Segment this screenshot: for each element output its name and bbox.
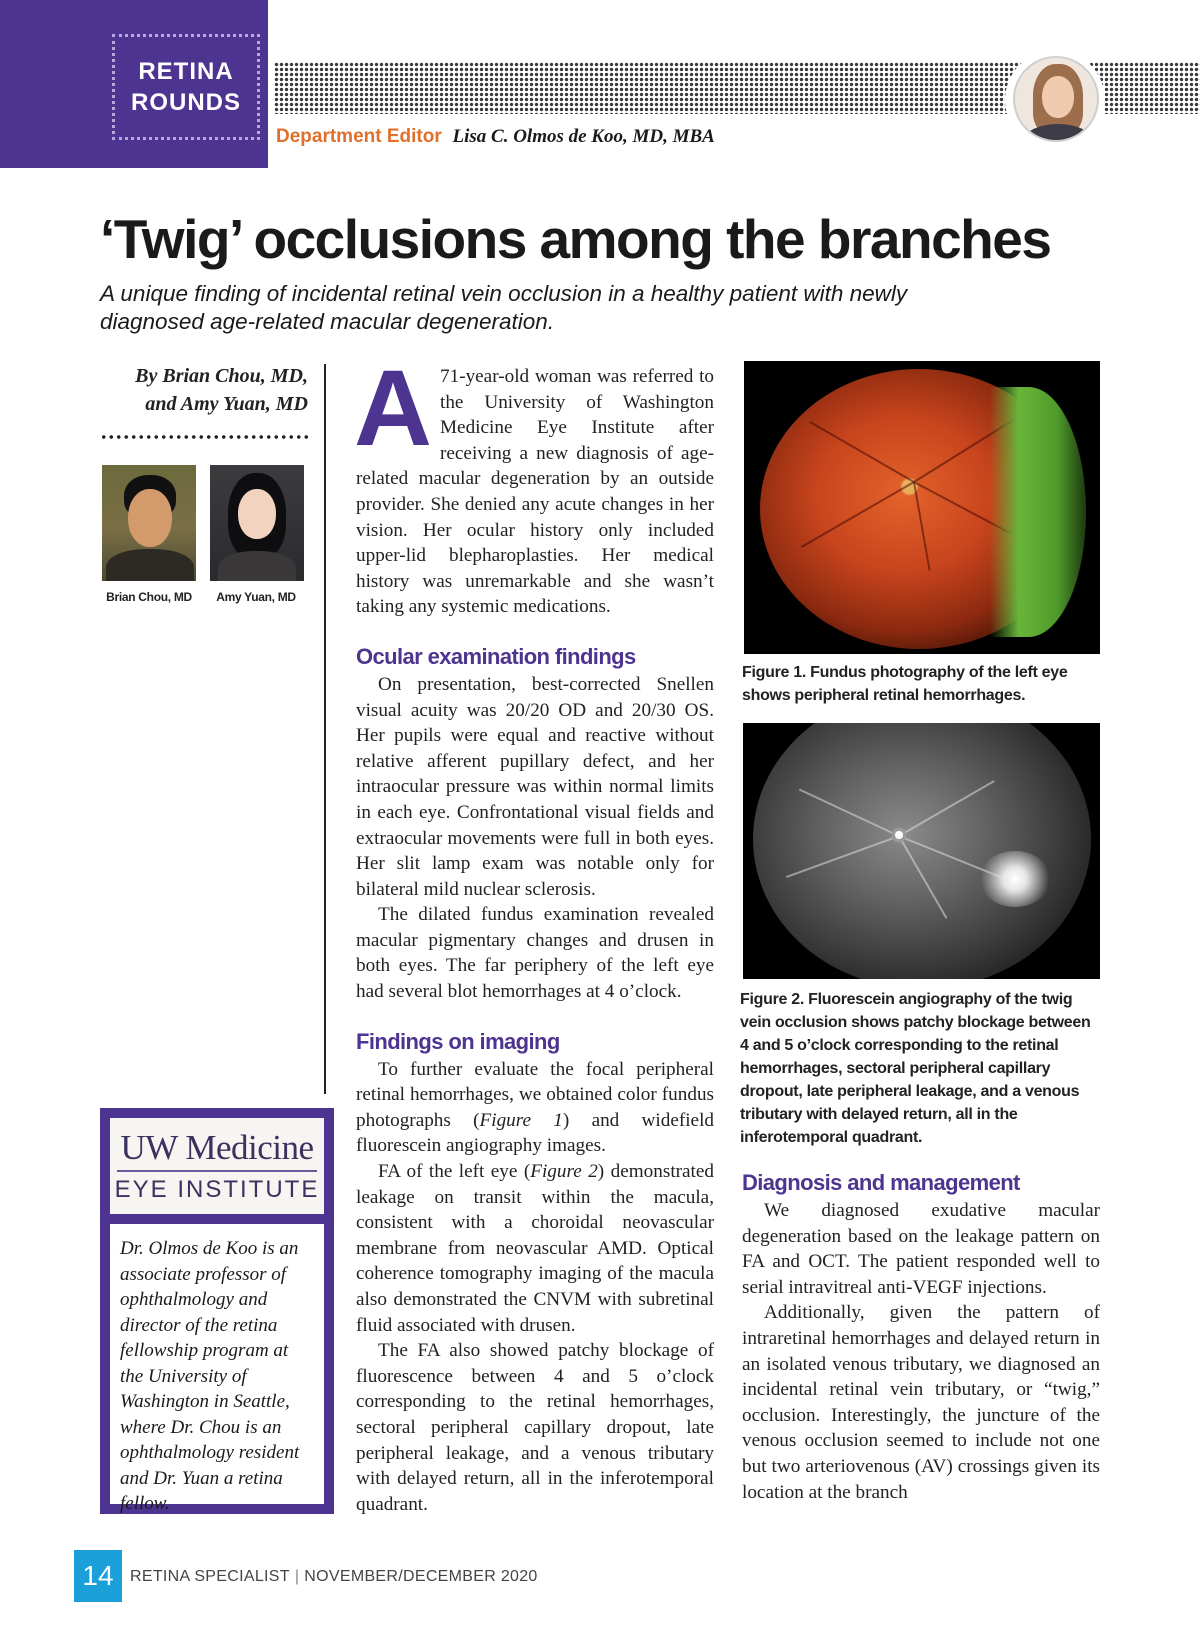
body-paragraph: Additionally, given the pattern of intraretinal hemorrhages and delayed return in an isolated venous tributary, we diagnosed an incidental retinal vein tributary, or “twig,” occlusion. Interestingly, the juncture of the venous occlusion seemed to include not one but two arteriovenous (AV) crossings given its location at the branch (742, 1302, 1100, 1503)
logo-wordmark: UW Medicine (120, 1127, 314, 1167)
section-tag-line2: ROUNDS (130, 89, 241, 116)
body-column-1 (354, 347, 714, 1517)
section-tag-frame (112, 34, 260, 140)
heading-imaging: Findings on imaging (356, 1028, 560, 1054)
footer-publication-line: RETINA SPECIALIST | NOVEMBER/DECEMBER 2020 (130, 1568, 538, 1585)
byline-line2: and Amy Yuan, MD (145, 393, 308, 415)
department-editor-line (276, 126, 715, 148)
figure-1-reference: Figure 1 (479, 1109, 563, 1131)
editor-photo (1013, 56, 1099, 142)
editor-bio-box (100, 1108, 334, 1514)
byline (100, 362, 308, 418)
intro-paragraph (354, 347, 714, 620)
figure-2-angiography (743, 723, 1100, 979)
author-photo-brian-chou (102, 465, 196, 581)
body-paragraph: To further evaluate the focal peripheral retinal hemorrhages, we obtained color fundus photographs (Figure 1) and widefield fluorescein angiography images. (356, 1058, 714, 1157)
page-number: 14 (74, 1550, 122, 1602)
intro-text: 71-year-old woman was referred to the University of Washington Medicine Eye Institute after receiving a new diagnosis of age-related macular degeneration by an outside provider. She denied any acute changes in her vision. Her ocular history only included upper-lid blepharoplasties. Her medical history was unremarkable and she wasn’t taking any systemic medications. (356, 366, 714, 618)
body-paragraph: FA of the left eye (Figure 2) demonstrated leakage on transit within the macula, consistent with a choroidal neovascular membrane from neovascular AMD. Optical coherence tomography imaging of the macula also demonstrated the CNVM with subretinal fluid associated with drusen. (356, 1161, 714, 1336)
sidebar-divider (324, 364, 326, 1094)
author-photo-amy-yuan (210, 465, 304, 581)
body-paragraph: The FA also showed patchy blockage of fluorescence between 4 and 5 o’clock corresponding to the retinal hemorrhages, sectoral peripheral capillary dropout, late peripheral leakage, and a venous tributary with delayed return, all in the inferotemporal quadrant. (356, 1340, 714, 1515)
article-deck: A unique finding of incidental retinal vein occlusion in a healthy patient with newly diagnosed age-related macular degeneration. (100, 281, 908, 334)
publication-name: RETINA SPECIALIST (130, 1568, 290, 1585)
heading-ocular-exam: Ocular examination findings (356, 643, 636, 669)
figure-2-caption: Figure 2. Fluorescein angiography of the twig vein occlusion shows patchy blockage between 4 and 5 o’clock corresponding to the retinal hemorrhages, sectoral peripheral capillary dropout, late peripheral leakage, and a venous tributary with delayed return, all in the inferotemporal quadrant. (740, 991, 1091, 1146)
uw-medicine-logo (110, 1118, 324, 1214)
section-tag-line1: RETINA (138, 58, 234, 85)
logo-divider (117, 1170, 317, 1172)
editor-bio-text: Dr. Olmos de Koo is an associate professor of ophthalmology and director of the retina fellowship program at the University of Washington in Seattle, where Dr. Chou is an ophthalmology resident and Dr. Yuan a retina fellow. (110, 1224, 324, 1504)
body-paragraph: We diagnosed exudative macular degeneration based on the leakage pattern on FA and OCT. The patient responded well to serial intravitreal anti-VEGF injections. (742, 1200, 1100, 1298)
body-column-3 (742, 1170, 1100, 1505)
figure-1-caption: Figure 1. Fundus photography of the left eye shows peripheral retinal hemorrhages. (742, 664, 1068, 704)
department-editor-label: Department Editor (276, 126, 442, 147)
figure-2-reference: Figure 2 (530, 1161, 598, 1183)
heading-diagnosis: Diagnosis and management (742, 1170, 1020, 1195)
article-title: ‘Twig’ occlusions among the branches (100, 208, 1051, 270)
author-caption: Amy Yuan, MD (216, 590, 296, 604)
byline-line1: By Brian Chou, MD, (135, 365, 308, 387)
figure-1-fundus-photo (744, 361, 1100, 654)
author-caption: Brian Chou, MD (106, 590, 192, 604)
logo-subtitle: EYE INSTITUTE (114, 1175, 320, 1203)
byline-divider (100, 434, 308, 440)
body-paragraph: On presentation, best-corrected Snellen visual acuity was 20/20 OD and 20/30 OS. Her pupils were equal and reactive without relative afferent pupillary defect, and her intraocular pressure was within normal limits in each eye. Confrontational visual fields and extraocular movements were full in both eyes. Her slit lamp exam was notable only for bilateral mild nuclear sclerosis. (356, 673, 714, 900)
body-paragraph: The dilated fundus examination revealed macular pigmentary changes and drusen in both eyes. The far periphery of the left eye had several blot hemorrhages at 4 o’clock. (356, 904, 714, 1003)
drop-cap: A (354, 347, 432, 468)
department-editor-name: Lisa C. Olmos de Koo, MD, MBA (452, 126, 715, 147)
issue-date: NOVEMBER/DECEMBER 2020 (304, 1568, 538, 1585)
section-tag (0, 0, 268, 168)
